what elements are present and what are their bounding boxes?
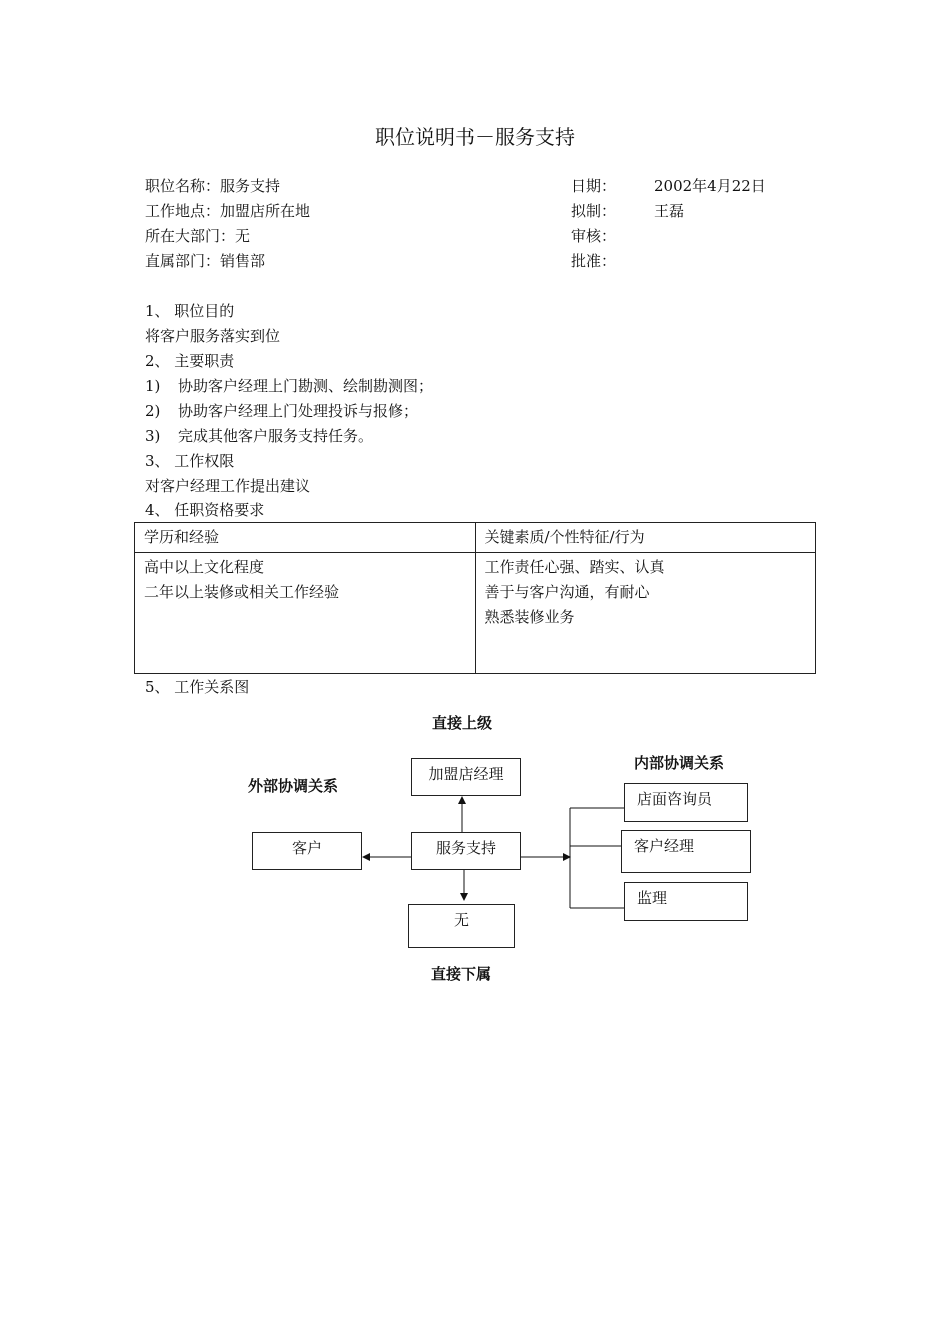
table-header-qualities: 关键素质/个性特征/行为 [475,523,816,553]
education-item: 二年以上装修或相关工作经验 [144,583,340,601]
box-service-support: 服务支持 [411,832,521,870]
info-position-name: 职位名称：服务支持 [145,177,281,195]
section-3-text: 对客户经理工作提出建议 [145,477,311,495]
education-item: 高中以上文化程度 [144,558,265,576]
quality-item: 熟悉装修业务 [484,608,575,626]
duty-2-text: 协助客户经理上门处理投诉与报修； [178,402,419,420]
box-supervisor: 监理 [624,882,748,921]
box-store-consultant: 店面咨询员 [624,783,748,822]
section-2-heading: 2、 主要职责 [145,352,235,370]
section-4-heading: 4、 任职资格要求 [145,501,265,519]
duty-3-text: 完成其他客户服务支持任务。 [178,427,374,445]
box-franchise-manager: 加盟店经理 [411,758,521,796]
table-header-education: 学历和经验 [135,523,476,553]
box-customer-manager: 客户经理 [621,830,751,873]
label-internal-coordination: 内部协调关系 [634,754,725,772]
info-date-value: 2002年4月22日 [654,177,766,195]
section-3-heading: 3、 工作权限 [145,452,235,470]
info-date-label: 日期： [571,177,617,195]
section-5-heading: 5、 工作关系图 [145,678,250,696]
info-direct-department: 直属部门：销售部 [145,252,266,270]
info-major-department: 所在大部门：无 [145,227,251,245]
box-subordinate-none: 无 [408,904,515,948]
label-external-coordination: 外部协调关系 [248,777,339,795]
duty-2-number: 2) [145,402,161,420]
requirements-table [134,522,816,674]
info-reviewer-label: 审核： [571,227,617,245]
info-drafter-label: 拟制： [571,202,617,220]
quality-item: 工作责任心强、踏实、认真 [484,558,665,576]
table-cell-education [135,553,476,674]
quality-item: 善于与客户沟通，有耐心 [484,583,650,601]
box-customer: 客户 [252,832,362,870]
info-drafter-value: 王磊 [654,202,685,220]
page-title: 职位说明书－服务支持 [375,125,575,149]
label-direct-superior: 直接上级 [432,714,493,732]
duty-1-number: 1) [145,377,161,395]
duty-1-text: 协助客户经理上门勘测、绘制勘测图； [178,377,434,395]
table-header-row [135,523,816,553]
table-row [135,553,816,674]
info-approver-label: 批准： [571,252,617,270]
table-cell-qualities [475,553,816,674]
info-work-location: 工作地点：加盟店所在地 [145,202,311,220]
duty-3-number: 3) [145,427,161,445]
section-1-heading: 1、 职位目的 [145,302,235,320]
section-1-text: 将客户服务落实到位 [145,327,281,345]
label-direct-subordinate: 直接下属 [431,965,492,983]
